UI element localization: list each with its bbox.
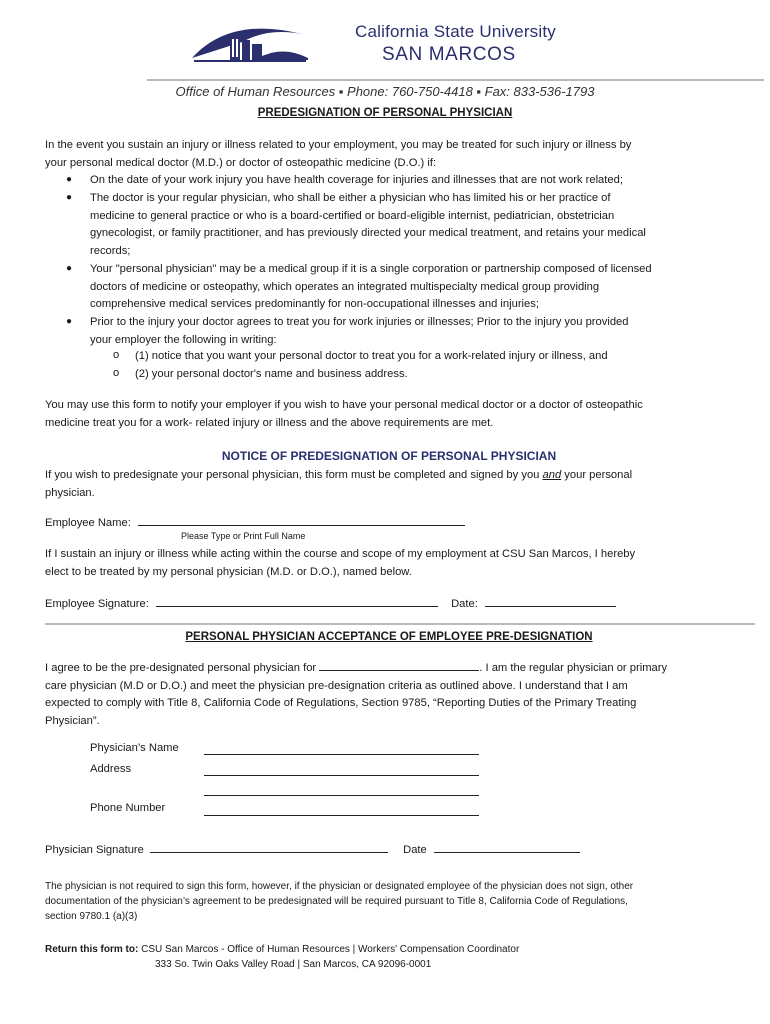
employee-signature-row (45, 596, 735, 614)
phone-number-label: Phone Number (90, 802, 166, 814)
section-title-acceptance: PERSONAL PHYSICIAN ACCEPTANCE OF EMPLOYEE PRE-DESIGNATION (185, 631, 593, 643)
section-title-notice: NOTICE OF PREDESIGNATION OF PERSONAL PHYSICIAN (221, 449, 557, 463)
return-address: Return this form to: CSU San Marcos - Office of Human Resources | Workers' Compensation Coordinator 333 So. Twin Oaks Valley Road | San Marcos, CA 92096-0001 (45, 944, 520, 970)
bullet-icon: ● (66, 263, 73, 274)
employee-name-label: Employee Name: (45, 517, 131, 529)
physician-signature-row (45, 842, 735, 860)
form-usage-text: You may use this form to notify your employer if you wish to have your personal medical doctor or a doctor of osteopathic medicine treat you for a work- related injury or illness and the above requirements are met. (45, 399, 643, 429)
acceptance-text: I agree to be the pre-designated personal physician for . I am the regular physician or primary care physician (M.D or D.O.) and meet the physician pre-designation criteria as outlined above. I understand that I am expected to comply with Title 8, California Code of Regulations, Section 9785, “Reporting Duties of the Primary Treating Physician”. (45, 662, 668, 727)
address-field[interactable] (204, 765, 479, 776)
physician-date-label: Date (403, 844, 427, 856)
criteria-item: On the date of your work injury you have health coverage for injuries and illnesses that are not work related; (90, 174, 623, 186)
bullet-icon: ● (66, 174, 73, 185)
election-text: If I sustain an injury or illness while acting within the course and scope of my employment at CSU San Marcos, I hereby elect to be treated by my personal physician (M.D. or D.O.), named below. (45, 548, 636, 578)
employee-signature-label: Employee Signature: (45, 598, 149, 610)
sub-bullet-icon: o (113, 349, 120, 361)
physician-signature-label: Physician Signature (45, 844, 144, 856)
bullet-icon: ● (66, 316, 73, 327)
criteria-item: Prior to the injury your doctor agrees to treat you for work injuries or illnesses; Prior to the injury you provided your employer the following in writing: (90, 316, 629, 346)
physician-signature-field[interactable] (150, 842, 388, 853)
section-title-predesignation: PREDESIGNATION OF PERSONAL PHYSICIAN (257, 107, 513, 119)
sub-bullet-icon: o (113, 367, 120, 379)
physician-name-field[interactable] (204, 744, 479, 755)
employee-date-field[interactable] (485, 596, 616, 607)
employee-signature-field[interactable] (156, 596, 438, 607)
criteria-item: Your "personal physician" may be a medical group if it is a single corporation or partnership composed of licensed doctors of medicine or osteopathy, which operates an integrated multispecialty medical group providing comprehensive medical services predominantly for non-occupational illnesses and injuries; (90, 263, 652, 311)
sub-item: (1) notice that you want your personal doctor to treat you for a work-related injury or illness, and (135, 350, 608, 362)
employee-name-row (45, 515, 735, 533)
address-label: Address (90, 763, 132, 775)
address-field-line2[interactable] (204, 785, 479, 796)
employee-name-field[interactable] (138, 515, 465, 526)
return-label: Return this form to: (45, 944, 139, 955)
criteria-item: The doctor is your regular physician, who shall be either a physician who has limited his or her practice of medicine to general practice or who is a board-certified or board-eligible internist, pediatrician, obstetrician gynecologist, or family practitioner, and has previously directed your medical treatment, and retains your medical records; (90, 192, 646, 257)
university-name: California State University (355, 22, 556, 41)
employee-date-label: Date: (451, 598, 478, 610)
physician-name-label: Physician’s Name (90, 742, 179, 754)
sub-item: (2) your personal doctor's name and business address. (135, 368, 408, 380)
phone-number-field[interactable] (204, 805, 479, 816)
campus-name: SAN MARCOS (382, 44, 516, 65)
physician-note: The physician is not required to sign this form, however, if the physician or designated employee of the physician does not sign, other documentation of the physician’s agreement to be predesignated will be required pursuant to Title 8, California Code of Regulations, section 9780.1 (a)(3) (45, 881, 634, 922)
bullet-icon: ● (66, 192, 73, 203)
section-divider (45, 623, 755, 625)
university-logo (190, 18, 310, 68)
employee-name-hint: Please Type or Print Full Name (181, 531, 306, 541)
header-divider (147, 79, 764, 81)
employee-name-for-physician-field[interactable] (319, 660, 479, 671)
intro-text: In the event you sustain an injury or illness related to your employment, you may be treated for such injury or illness by your personal medical doctor (M.D.) or doctor of osteopathic medicine (D.O.) if: (45, 139, 632, 169)
notice-text: If you wish to predesignate your personal physician, this form must be completed and signed by you and your personal physician. (45, 469, 633, 499)
physician-date-field[interactable] (434, 842, 580, 853)
office-contact-line: Office of Human Resources ▪ Phone: 760-750-4418 ▪ Fax: 833-536-1793 (175, 84, 595, 99)
